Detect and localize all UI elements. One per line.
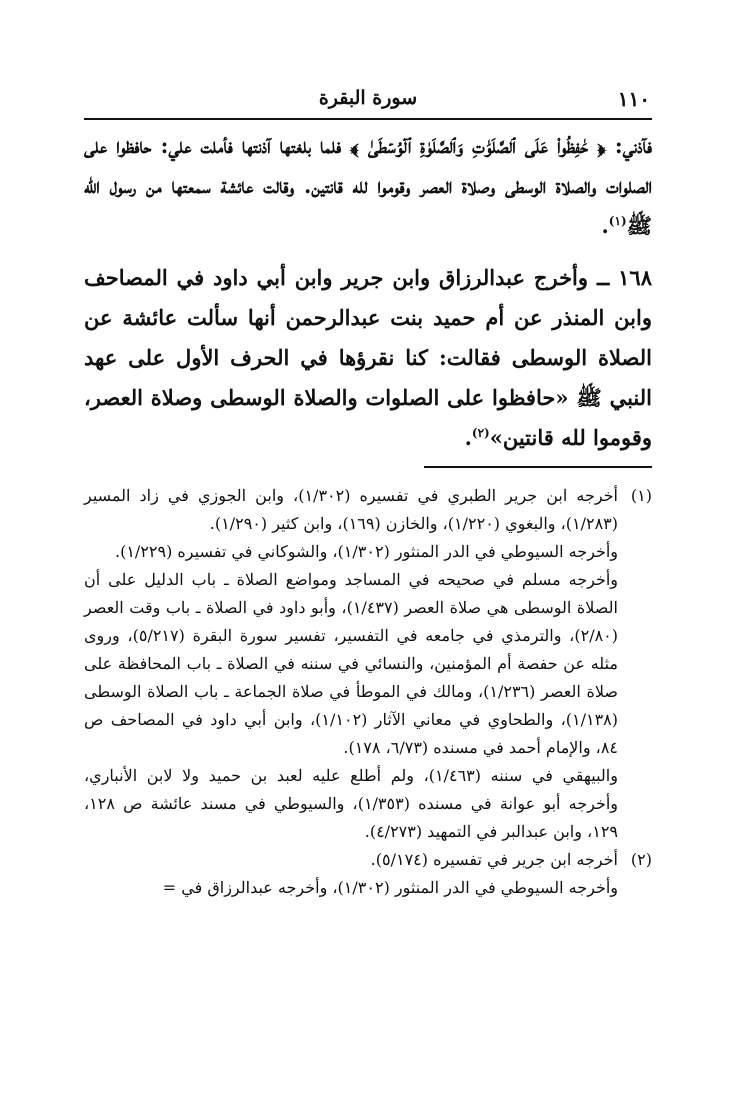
footnote-2-text-b: وأخرجه السيوطي في الدر المنثور (١/٣٠٢)، وأخرجه عبدالرزاق في = bbox=[162, 878, 618, 897]
header-divider bbox=[84, 118, 652, 120]
surah-title: سورة البقرة bbox=[318, 87, 418, 109]
footnote-2-text-a: أخرجه ابن جرير في تفسيره (٥/١٧٤). bbox=[370, 850, 618, 869]
footnote-1-text-a: أخرجه ابن جرير الطبري في تفسيره (١/٣٠٢)، وابن الجوزي في زاد المسير (١/٢٨٣)، والبغوي (١/٢٢٠)، والخازن (١٦٩)، وابن كثير (١/٢٩٠). bbox=[84, 486, 618, 533]
footnotes bbox=[84, 482, 652, 902]
page-header bbox=[84, 83, 652, 117]
footnote-1-number: (١) bbox=[630, 486, 652, 505]
paragraph-2-end: . bbox=[464, 425, 472, 450]
paragraph-2 bbox=[84, 258, 652, 458]
main-text bbox=[84, 126, 652, 458]
footnote-2-number: (٢) bbox=[630, 850, 652, 869]
paragraph-1-end: . bbox=[601, 213, 609, 238]
paragraph-2-text: ١٦٨ ــ وأخرج عبدالرزاق وابن جرير وابن أبي داود في المصاحف وابن المنذر عن أم حميد بنت عبدالرحمن أنها سألت عائشة عن الصلاة الوسطى فقالت: كنا نقرؤها في الحرف الأول على عهد النبي ﷺ bbox=[84, 265, 653, 410]
footnote-1 bbox=[84, 482, 652, 538]
footnote-ref-2: (٢) bbox=[471, 426, 490, 440]
page-number: ١١٠ bbox=[617, 87, 650, 111]
paragraph-1-intro: فآذني: bbox=[605, 133, 652, 158]
footnote-1-text-d: والبيهقي في سننه (١/٤٦٣)، ولم أطلع عليه لعبد بن حميد ولا لابن الأنباري، وأخرجه أبو عوانة في مسنده (١/٣٥٣)، والسيوطي في مسند عائشة ص ١٢٨، ١٢٩، وابن عبدالبر في التمهيد (٤/٢٧٣). bbox=[84, 766, 619, 841]
footnote-ref-1: (١) bbox=[608, 214, 627, 228]
footnote-1-text-c: وأخرجه مسلم في صحيحه في المساجد ومواضع الصلاة ـ باب الدليل على أن الصلاة الوسطى هي صلاة العصر (١/٤٣٧)، وأبو داود في الصلاة ـ باب وقت العصر (٢/٨٠)، والترمذي في جامعه في التفسير، تفسير سورة البقرة (٥/٢١٧)، وروى مثله عن حفصة أم المؤمنين، والنسائي في سننه في الصلاة ـ باب المحافظة على صلاة العصر (١/٢٣٦)، ومالك في الموطأ في صلاة الجماعة ـ باب الصلاة الوسطى (١/١٣٨)، والطحاوي في معاني الآثار (١/١٠٢)، وابن أبي داود في المصاحف ص ٨٤، والإمام أحمد في مسنده (٦/٧٣، ١٧٨). bbox=[84, 570, 619, 757]
paragraph-2-quote: «حافظوا على الصلوات والصلاة الوسطى وصلاة العصر، وقوموا لله قانتين» bbox=[84, 385, 652, 450]
footnote-1-text-b: وأخرجه السيوطي في الدر المنثور (١/٣٠٢)، والشوكاني في تفسيره (١/٢٢٩). bbox=[115, 542, 618, 561]
paragraph-gap bbox=[84, 246, 652, 258]
paragraph-1 bbox=[84, 126, 652, 246]
footnote-divider bbox=[424, 466, 652, 468]
paragraph-1-rest: فلما بلغتها آذنتها فأملت علي: حافظوا على الصلوات والصلاة الوسطى وصلاة العصر وقوموا لله قانتين. وقالت عائشة سمعتها من رسول الله ﷺ bbox=[84, 133, 652, 238]
quran-verse: ﴿ حَٰفِظُواْ عَلَى ٱلصَّلَوَٰتِ وَٱلصَّلَوٰةِ ٱلۡوُسۡطَىٰ ﴾ bbox=[350, 133, 606, 158]
footnote-2 bbox=[84, 846, 652, 874]
